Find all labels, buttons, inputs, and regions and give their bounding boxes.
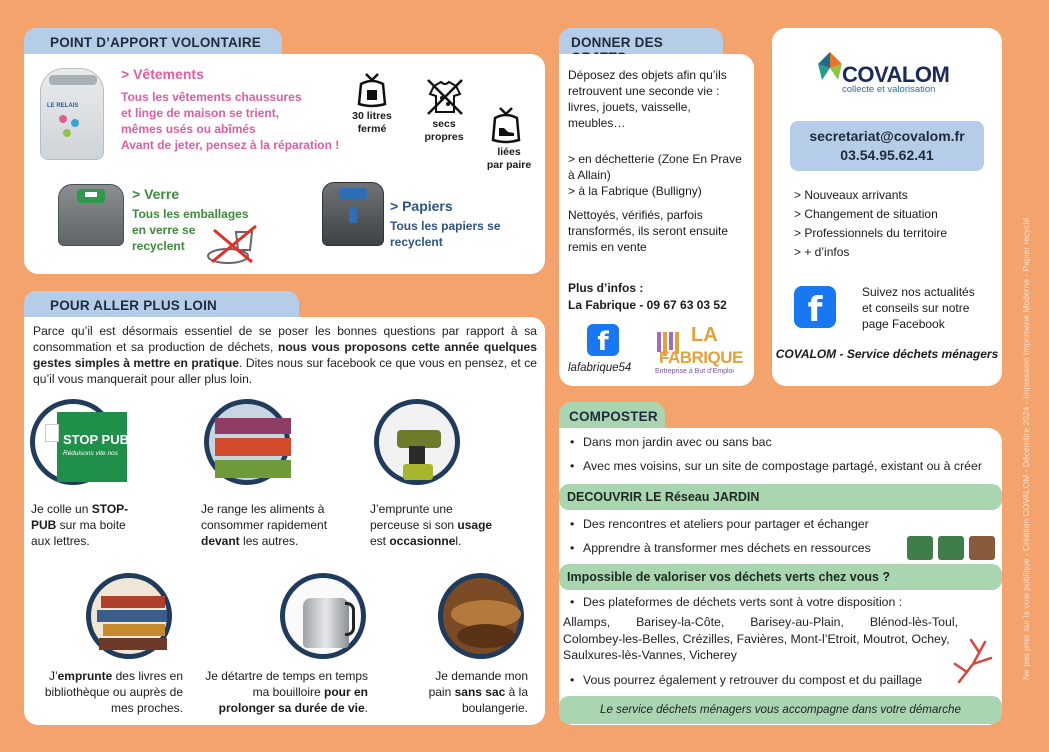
verre-line-2: en verre se [132,223,196,237]
composter-item-0: • Dans mon jardin avec ou sans bac [565,430,995,454]
geste-3-c: est [370,534,390,548]
geste-3-b: usage [457,518,493,532]
facebook-icon[interactable]: f [587,324,619,356]
geste-1-text [31,501,141,549]
vetements-line-4: Avant de jeter, pensez à la réparation ! [121,138,340,152]
geste-5-a: Je détartre de temps en temps ma bouilloire [205,669,368,699]
geste-2-c: les autres. [239,534,299,548]
jardin-item-1: • Apprendre à transformer mes déchets en ressources [565,536,895,560]
glass-bin-image [58,184,124,246]
vetements-title: > Vêtements [121,66,204,82]
covalom-logo-subtitle: collecte et valorisation [842,84,936,95]
covalom-facebook-icon[interactable]: f [794,286,836,328]
fabrique-facebook-handle[interactable]: lafabrique54 [568,362,632,374]
geste-5-b: pour en prolonger sa durée de vie [218,685,368,715]
textile-bin-image [40,68,104,160]
donner-infos-phone[interactable]: La Fabrique - 09 67 63 03 52 [568,298,727,312]
towns-line-1 [563,615,958,629]
geste-3-a: J’emprunte une perceuse si son [370,502,458,532]
stop-pub-sticker-text: STOP PUB [63,432,129,447]
composter-tab: COMPOSTER [559,402,665,430]
icon-secs-label: secs [432,118,456,130]
papiers-line-2: recyclent [390,235,443,249]
vetements-line-1: Tous les vêtements chaussures [121,90,302,104]
towns-line-3: Saulxures-lès-Vannes, Vicherey [563,648,737,662]
covalom-panel [772,28,1002,386]
composter-item-1: • Avec mes voisins, sur un site de compostage partagé, existant ou à créer [565,454,995,478]
donner-p1-l3: livres, jouets, vaisselle, [568,100,691,114]
plus-loin-intro [33,323,537,387]
covalom-logo-text: COVALOM [842,62,950,87]
papiers-line-1: Tous les papiers se [390,219,501,233]
covalom-fb-l3: page Facebook [862,317,945,331]
geste-6-text [412,668,528,716]
bin-brand-label: LE RELAIS [47,103,79,109]
geste-4-c: des livres en bibliothèque ou auprès de mes proches. [44,669,183,715]
drill-image [374,399,460,485]
covalom-item-3[interactable]: > + d’infos [794,245,850,259]
books-image [86,573,172,659]
geste-4-b: emprunte [57,669,113,683]
stop-pub-sticker-sub: Réduisons vite nos [63,450,118,457]
point-apport-tab: POINT D’APPORT VOLONTAIRE [24,28,282,56]
crossed-dishes-icon [206,222,260,266]
geste-3-text [370,501,498,549]
covalom-item-2[interactable]: > Professionnels du territoire [794,226,948,240]
icon-liees-label: liées [497,146,521,158]
covalom-footer: COVALOM - Service déchets ménagers [775,347,999,361]
town-barisey-plain: Barisey-au-Plain, [750,615,844,629]
geste-4-text [33,668,183,716]
donner-p1-l2: retrouvent une seconde vie : [568,84,720,98]
icon-propres-label: propres [424,131,464,143]
verts-band: Impossible de valoriser vos déchets verts chez vous ? [559,564,1002,590]
geste-3-d: occasionne [389,534,456,548]
intro-text-bold: nous vous proposons cette année quelques gestes simples à mettre en pratique [33,340,538,370]
verre-title: > Verre [132,186,180,202]
town-barisey-cote: Barisey-la-Côte, [636,615,725,629]
town-allamps: Allamps, [563,615,611,629]
la-fabrique-logo [655,324,745,380]
composter-panel [559,428,1002,725]
fridge-image [204,399,290,485]
plus-loin-tab: POUR ALLER PLUS LOIN [24,291,299,319]
covalom-item-1[interactable]: > Changement de situation [794,207,938,221]
verre-line-3: recyclent [132,239,185,253]
geste-4-a: J’ [48,669,58,683]
geste-1-a: Je colle un [31,502,92,516]
geste-2-a: Je range les aliments à consommer rapidement [201,502,328,532]
crossed-shirt-icon [426,78,464,116]
vetements-line-2: et linge de maison se trient, [121,106,280,120]
papiers-title: > Papiers [390,198,453,214]
bag-icon [356,70,388,108]
geste-1-b: STOP-PUB [31,502,129,532]
icon-paire-label: par paire [486,159,532,171]
fabrique-name-text: FABRIQUE [659,348,743,367]
donner-p3-l2: transformés, ils seront ensuite [568,224,729,238]
donner-p1-l1: Déposez des objets afin qu’ils [568,68,727,82]
compost-bins-icon [905,536,997,562]
covalom-fb-l2: et conseils sur notre [862,301,970,315]
donner-p3-l1: Nettoyés, vérifiés, parfois [568,208,703,222]
jardin-item-0: • Des rencontres et ateliers pour partager et échanger [565,512,895,536]
branch-icon [951,634,997,684]
fabrique-sub-text: Entreprise à But d’Emploi [655,368,734,375]
intro-text-c: . Dites nous sur facebook ce que vous en pensez, et ce qu’il vous manquerait pour aller plus loin. [33,356,537,386]
stop-pub-image [30,399,129,485]
bread-image [438,573,524,659]
composter-footer: Le service déchets ménagers vous accompagne dans votre démarche [559,696,1002,724]
town-blenod: Blénod-lès-Toul, [869,615,958,629]
geste-5-c: . [364,701,368,715]
icon-ferme-label: fermé [357,123,387,135]
donner-p2-l3: > à la Fabrique (Bulligny) [568,184,702,198]
geste-6-c: à la boulangerie. [461,685,528,715]
geste-2-b: devant [201,534,240,548]
covalom-phone[interactable]: 03.54.95.62.41 [840,147,934,163]
icon-litres-label: 30 litres [352,110,392,122]
intro-text-a: Parce qu’il est désormais essentiel de se poser les bonnes questions par rapport à sa consommation et sa production de déchets, [33,324,537,354]
donner-p3-l3: remis en vente [568,240,647,254]
covalom-email[interactable]: secretariat@covalom.fr [809,128,965,144]
geste-3-e: l. [455,534,462,548]
towns-line-2: Colombey-les-Belles, Crézilles, Favières, Mont-l’Etroit, Moutrot, Ochey, [563,632,950,646]
geste-2-text [201,501,341,549]
shoe-bag-icon [490,104,522,144]
donner-p2-l2: à Allain) [568,168,611,182]
plus-loin-panel [24,317,545,725]
last-item: • Vous pourrez également y retrouver du compost et du paillage [565,668,955,692]
donner-panel [559,54,754,386]
vetements-line-3: mêmes usés ou abîmés [121,122,256,136]
point-apport-panel [24,54,545,274]
geste-6-a: Je demande mon pain [428,669,528,699]
geste-1-c: sur ma boite aux lettres. [31,518,126,548]
kettle-image [280,573,366,659]
donner-tab: DONNER DES [559,28,723,71]
jardin-band: DECOUVRIR LE Réseau JARDIN [559,484,1002,510]
side-legal-text: Ne pas jeter sur la voie publique - Création COVALOM - Décembre 2024 - Impression Imprimerie Moderne - Papier recyclé [1021,217,1031,680]
geste-6-b: sans sac [454,685,506,699]
covalom-contact-box [790,121,984,171]
covalom-item-0[interactable]: > Nouveaux arrivants [794,188,908,202]
donner-p1-l4: meubles… [568,116,626,130]
fabrique-la-text: LA [691,324,718,346]
paper-bin-image [322,182,384,246]
covalom-fb-l1: Suivez nos actualités [862,285,975,299]
donner-p2-l1: > en déchetterie (Zone En Prave [568,152,742,166]
verts-item: • Des plateformes de déchets verts sont à votre disposition : [565,590,995,614]
verre-line-1: Tous les emballages [132,207,249,221]
donner-infos-label: Plus d’infos : [568,281,644,295]
geste-5-text [200,668,368,716]
